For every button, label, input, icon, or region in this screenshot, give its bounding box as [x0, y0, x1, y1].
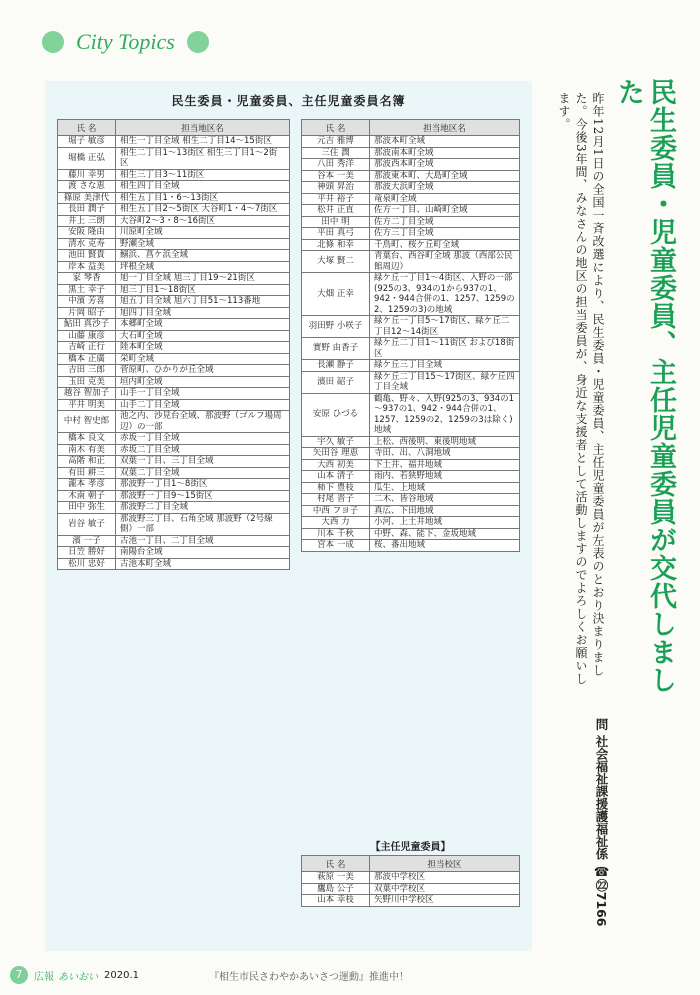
assigned-area: 山手一丁目全域	[116, 388, 290, 400]
table-row	[302, 393, 520, 436]
assigned-area: 鶴亀、野々、入野(925の3、934の1～937の1、942・944合併の1、1257、1259の2、1259の3は除く)地域	[370, 393, 520, 436]
assigned-area: 青葉台、西谷町全域 那波（西部公民館周辺）	[370, 251, 520, 273]
table-row	[58, 284, 290, 296]
column-header-school: 担当校区	[370, 856, 520, 872]
assigned-area: 大石町全域	[116, 330, 290, 342]
table-row	[58, 227, 290, 239]
member-name: 片岡 昭子	[58, 307, 116, 319]
member-name: 池田 賢貴	[58, 250, 116, 262]
table-row	[58, 307, 290, 319]
table-row	[58, 513, 290, 535]
member-name: 安原 ひづる	[302, 393, 370, 436]
member-name: 大塚 賢二	[302, 251, 370, 273]
member-name: 有田 耕三	[58, 467, 116, 479]
member-name: 清水 克寿	[58, 238, 116, 250]
assigned-area: 中野、森、能下、金坂地域	[370, 528, 520, 540]
table-row	[302, 872, 520, 884]
assigned-area: 川原町全域	[116, 227, 290, 239]
table-row	[302, 528, 520, 540]
table-row	[58, 376, 290, 388]
table-row	[58, 147, 290, 169]
table-row	[58, 456, 290, 468]
member-name: 鷹島 公子	[302, 883, 370, 895]
table-row	[58, 444, 290, 456]
table-row	[58, 467, 290, 479]
assigned-area: 緑ケ丘二丁目15～17街区、緑ケ丘四丁目全域	[370, 371, 520, 393]
assigned-area: 相生四丁目全域	[116, 181, 290, 193]
table-row	[58, 296, 290, 308]
member-name: 川本 千秋	[302, 528, 370, 540]
assigned-area: 相生一丁目全域 相生二丁目14～15街区	[116, 136, 290, 148]
member-name: 堀子 敏彦	[58, 136, 116, 148]
member-name: 田中 弥生	[58, 502, 116, 514]
assigned-area: 上松、西後明、東後明地域	[370, 436, 520, 448]
member-name: 篠原 美津代	[58, 192, 116, 204]
contact-info: 問 社会福祉課援護福祉係 ☎㉒7166	[594, 718, 609, 927]
column-header-area: 担当地区名	[116, 120, 290, 136]
page-number: 7	[10, 966, 28, 984]
assigned-area: 那波大浜町全域	[370, 182, 520, 194]
assigned-area: 那波西本町全域	[370, 159, 520, 171]
member-name: 岸本 益美	[58, 261, 116, 273]
assigned-area: 緑ケ丘一丁目1～4街区、入野の一部(925の3、934の1から937の1、942・944合併の1、1257、1259の2、1259の3)の地域	[370, 273, 520, 316]
member-name: 渡 さな恵	[58, 181, 116, 193]
table-row	[58, 169, 290, 181]
assigned-area: 垣内町全域	[116, 376, 290, 388]
assigned-area: 旭四丁目全域	[116, 307, 290, 319]
member-name: 羽田野 小咲子	[302, 316, 370, 338]
assigned-area: 那波東本町、大島町全域	[370, 170, 520, 182]
assigned-area: 大谷町2～3・8～16街区	[116, 215, 290, 227]
member-name: 元吉 雅博	[302, 136, 370, 148]
table-row	[58, 342, 290, 354]
article-body: 昨年12月1日の全国一斉改選により、民生委員・児童委員、主任児童委員が左表のとおり決まりました。今後3年間、みなさんの地区の担当委員が、身近な支援者として活動しますのでよろしくお願いします。	[557, 92, 605, 686]
member-name: 平井 裕子	[302, 193, 370, 205]
table-row	[302, 471, 520, 483]
assigned-area: 寺田、出、八洞地域	[370, 448, 520, 460]
table-row	[302, 316, 520, 338]
table-row	[302, 273, 520, 316]
table-row	[302, 182, 520, 194]
member-name: 北條 和幸	[302, 239, 370, 251]
table-row	[302, 147, 520, 159]
member-name: 矢田谷 理恵	[302, 448, 370, 460]
table-row	[302, 239, 520, 251]
assigned-area: 千鳥町、桜ケ丘町全域	[370, 239, 520, 251]
table-row	[302, 482, 520, 494]
table-row	[302, 459, 520, 471]
member-name: 岩谷 敏子	[58, 513, 116, 535]
table-row	[58, 547, 290, 559]
member-name: 木南 朝子	[58, 490, 116, 502]
assigned-area: 緑ケ丘三丁目全域	[370, 360, 520, 372]
table-row	[302, 494, 520, 506]
member-name: 瀧本 孝彦	[58, 479, 116, 491]
column-header-area: 担当地区名	[370, 120, 520, 136]
roster-table-right	[301, 119, 520, 552]
table-row	[58, 502, 290, 514]
table-row	[58, 388, 290, 400]
member-name: 橋本 正廣	[58, 353, 116, 365]
member-name: 長田 潤子	[58, 204, 116, 216]
member-name: 宮本 一成	[302, 540, 370, 552]
assigned-area: 栄町全域	[116, 353, 290, 365]
member-name: 家 琴香	[58, 273, 116, 285]
member-name: 中濱 芳喜	[58, 296, 116, 308]
banner-title: City Topics	[76, 29, 175, 54]
assigned-area: 双葉二丁目全域	[116, 467, 290, 479]
assigned-area: 相生三丁目3～11街区	[116, 169, 290, 181]
assigned-area: 相生五丁目1・6～13街区	[116, 192, 290, 204]
table-row	[58, 535, 290, 547]
member-name: 中西 フヨ子	[302, 505, 370, 517]
table-row	[58, 411, 290, 433]
member-name: 黒土 幸子	[58, 284, 116, 296]
table-row	[58, 261, 290, 273]
assigned-area: 菅原町、ひかりが丘全域	[116, 365, 290, 377]
table-row	[302, 251, 520, 273]
table-row	[58, 238, 290, 250]
assigned-area: 旭五丁目全域 旭六丁目51～113番地	[116, 296, 290, 308]
table-row	[58, 250, 290, 262]
assigned-area: 相生二丁目1～13街区 相生三丁目1～2街区	[116, 147, 290, 169]
member-name: 神頭 昇治	[302, 182, 370, 194]
member-name: 橋本 良文	[58, 433, 116, 445]
assigned-area: 真広、下田地域	[370, 505, 520, 517]
roster-title: 民生委員・児童委員、主任児童委員名簿	[171, 94, 406, 108]
assigned-area: 野瀬全域	[116, 238, 290, 250]
chief-committee-table	[301, 855, 520, 907]
assigned-area: 古池一丁目、二丁目全域	[116, 535, 290, 547]
assigned-area: 南陽台全域	[116, 547, 290, 559]
member-name: 濱田 韶子	[302, 371, 370, 393]
table-row	[58, 181, 290, 193]
member-name: 宇久 敏子	[302, 436, 370, 448]
table-row	[302, 136, 520, 148]
member-name: 吉崎 正行	[58, 342, 116, 354]
page-footer	[10, 965, 409, 985]
table-row	[302, 216, 520, 228]
assigned-area: 双葉中学校区	[370, 883, 520, 895]
assigned-area: 古池本町全域	[116, 558, 290, 570]
table-row	[302, 371, 520, 393]
table-row	[302, 540, 520, 552]
table-row	[58, 490, 290, 502]
member-name: 平井 明美	[58, 399, 116, 411]
member-name: 鮎田 真沙子	[58, 319, 116, 331]
member-name: 大西 初美	[302, 459, 370, 471]
member-name: 高階 和正	[58, 456, 116, 468]
table-row	[302, 193, 520, 205]
assigned-area: 坪根全域	[116, 261, 290, 273]
member-name: 村尾 晋子	[302, 494, 370, 506]
table-row	[302, 448, 520, 460]
assigned-area: 双葉一丁目、三丁目全域	[116, 456, 290, 468]
member-name: 堀橋 正弘	[58, 147, 116, 169]
column-header-name: 氏 名	[302, 856, 370, 872]
assigned-area: 旭三丁目1～18街区	[116, 284, 290, 296]
member-name: 中村 智史郎	[58, 411, 116, 433]
assigned-area: 二木、皆谷地域	[370, 494, 520, 506]
assigned-area: 佐方二丁目全域	[370, 216, 520, 228]
member-name: 吉田 三郎	[58, 365, 116, 377]
footer-slogan: 『相生市民さわやかあいさつ運動』推進中！	[209, 971, 409, 983]
assigned-area: 相生五丁目2～5街区 大谷町1・4～7街区	[116, 204, 290, 216]
table-row	[58, 273, 290, 285]
assigned-area: 瓜生、上地域	[370, 482, 520, 494]
member-name: 三住 潤	[302, 147, 370, 159]
roster-table-left	[57, 119, 290, 570]
assigned-area: 雨内、若狭野地域	[370, 471, 520, 483]
table-row	[302, 895, 520, 907]
table-row	[302, 360, 520, 372]
member-name: 井上 三朗	[58, 215, 116, 227]
assigned-area: 本郷町全域	[116, 319, 290, 331]
member-name: 玉田 克美	[58, 376, 116, 388]
assigned-area: 赤坂二丁目全域	[116, 444, 290, 456]
assigned-area: 旭一丁目全域 旭三丁目19～21街区	[116, 273, 290, 285]
member-name: 安阪 隆由	[58, 227, 116, 239]
member-name: 南木 有美	[58, 444, 116, 456]
assigned-area: 下土井、福井地域	[370, 459, 520, 471]
table-row	[302, 159, 520, 171]
member-name: 濱 一子	[58, 535, 116, 547]
table-row	[58, 433, 290, 445]
member-name: 柿下 豊枝	[302, 482, 370, 494]
assigned-area: 那波南本町全域	[370, 147, 520, 159]
table-row	[58, 399, 290, 411]
assigned-area: 那波中学校区	[370, 872, 520, 884]
assigned-area: 赤坂一丁目全域	[116, 433, 290, 445]
banner-dot-left	[42, 31, 64, 53]
member-name: 山本 清子	[302, 471, 370, 483]
banner-dot-right	[187, 31, 209, 53]
assigned-area: 緑ケ丘一丁目5～17街区、緑ケ丘二丁目12～14街区	[370, 316, 520, 338]
chief-committee-title: 【主任児童委員】	[370, 842, 451, 853]
assigned-area: 桜、番出地域	[370, 540, 520, 552]
assigned-area: 緑ケ丘二丁目1～11街区 および18街区	[370, 338, 520, 360]
table-row	[302, 205, 520, 217]
table-row	[58, 215, 290, 227]
publication-logo: あいおい	[58, 971, 98, 983]
column-header-name: 氏 名	[302, 120, 370, 136]
member-name: 平田 真弓	[302, 228, 370, 240]
assigned-area: 竜泉町全域	[370, 193, 520, 205]
assigned-area: 佐方三丁目全域	[370, 228, 520, 240]
publication-name: 広報	[34, 971, 54, 983]
table-row	[302, 170, 520, 182]
table-row	[58, 558, 290, 570]
table-row	[302, 228, 520, 240]
assigned-area: 那波野一丁目1～8街区	[116, 479, 290, 491]
assigned-area: 池之内、沙見台全域、那波野（ゴルフ場周辺）の一部	[116, 411, 290, 433]
member-name: 萩原 一美	[302, 872, 370, 884]
assigned-area: 那波野二丁目全域	[116, 502, 290, 514]
table-row	[58, 353, 290, 365]
issue-date: 2020.1	[104, 969, 139, 981]
table-row	[302, 517, 520, 529]
member-name: 松川 忠好	[58, 558, 116, 570]
table-row	[58, 204, 290, 216]
member-name: 長瀬 静子	[302, 360, 370, 372]
assigned-area: 那波野三丁目、石角全域 那波野（2号線側）一部	[116, 513, 290, 535]
table-row	[302, 436, 520, 448]
column-header-name: 氏 名	[58, 120, 116, 136]
table-row	[302, 338, 520, 360]
member-name: 大西 力	[302, 517, 370, 529]
member-name: 山本 幸枝	[302, 895, 370, 907]
assigned-area: 鰯浜、菖ケ浜全域	[116, 250, 290, 262]
assigned-area: 那波野一丁目9～15街区	[116, 490, 290, 502]
table-row	[58, 319, 290, 331]
assigned-area: 佐方一丁目、山崎町全域	[370, 205, 520, 217]
member-name: 田中 明	[302, 216, 370, 228]
member-name: 實野 由香子	[302, 338, 370, 360]
table-row	[302, 883, 520, 895]
assigned-area: 矢野川中学校区	[370, 895, 520, 907]
member-name: 谷本 一美	[302, 170, 370, 182]
table-row	[58, 136, 290, 148]
member-name: 山藤 康彦	[58, 330, 116, 342]
table-row	[58, 192, 290, 204]
member-name: 大畑 正幸	[302, 273, 370, 316]
table-row	[58, 479, 290, 491]
assigned-area: 陸本町全域	[116, 342, 290, 354]
member-name: 藤川 幸男	[58, 169, 116, 181]
table-row	[58, 365, 290, 377]
table-row	[302, 505, 520, 517]
assigned-area: 那波本町全域	[370, 136, 520, 148]
member-name: 日笠 勝好	[58, 547, 116, 559]
article-headline: 民生委員・児童委員、主任児童委員が交代しました	[613, 78, 676, 694]
member-name: 八田 秀洋	[302, 159, 370, 171]
section-banner	[42, 27, 209, 57]
member-name: 松井 正直	[302, 205, 370, 217]
table-row	[58, 330, 290, 342]
assigned-area: 山手二丁目全域	[116, 399, 290, 411]
member-name: 越谷 智加子	[58, 388, 116, 400]
assigned-area: 小河、上土井地域	[370, 517, 520, 529]
